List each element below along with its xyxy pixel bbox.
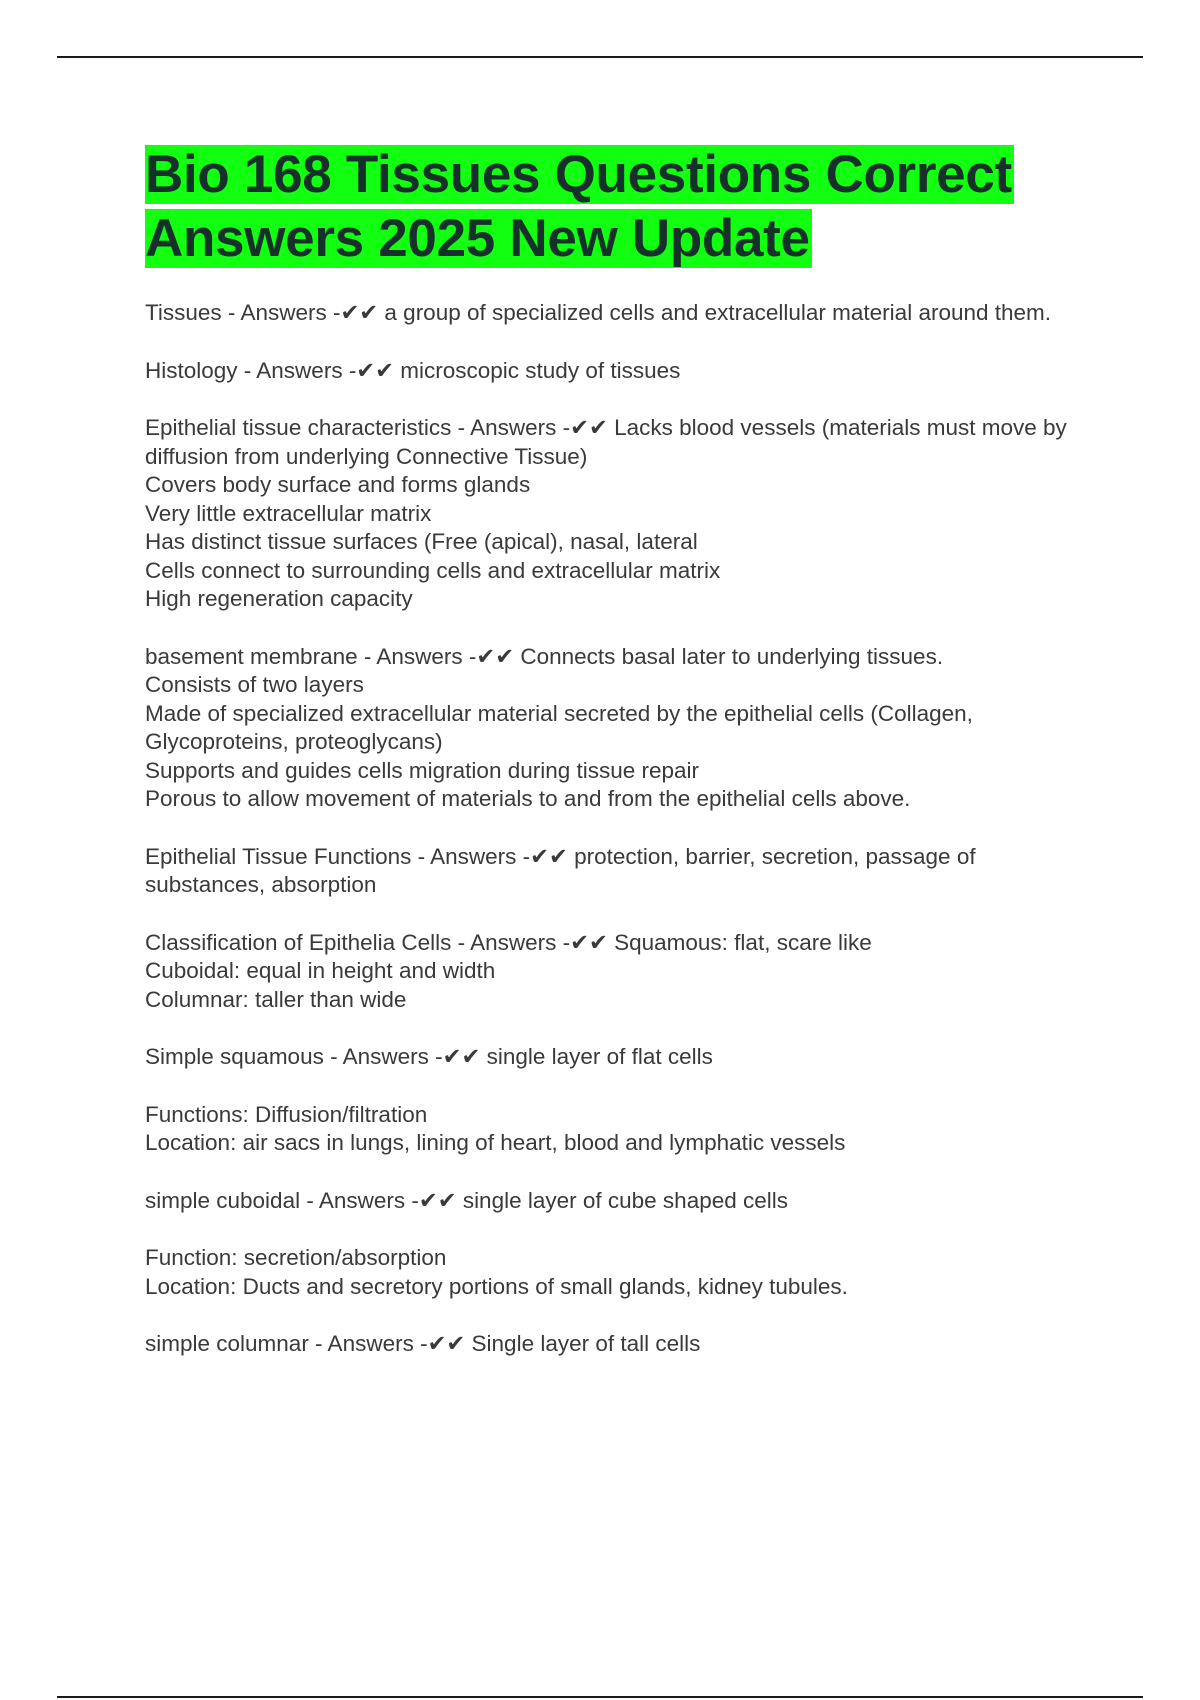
entry-histology [145, 357, 1090, 386]
entry-line: Cuboidal: equal in height and width [145, 958, 496, 983]
entry-simple-cuboidal [145, 1187, 1090, 1216]
top-rule [57, 56, 1143, 58]
entry-simple-columnar [145, 1330, 1090, 1359]
entry-line: Classification of Epithelia Cells - Answers -✔✔ Squamous: flat, scare like [145, 929, 872, 955]
entry-line: Function: secretion/absorption [145, 1245, 447, 1270]
entry-line: simple columnar - Answers -✔✔ Single layer of tall cells [145, 1331, 701, 1356]
entry-line: Location: air sacs in lungs, lining of heart, blood and lymphatic vessels [145, 1130, 846, 1155]
entry-line: Porous to allow movement of materials to and from the epithelial cells above. [145, 786, 911, 811]
page-title [145, 143, 1090, 271]
entry-line: Has distinct tissue surfaces (Free (apical), nasal, lateral [145, 529, 698, 554]
entry-line: Very little extracellular matrix [145, 500, 432, 526]
entry-epithelial-characteristics [145, 414, 1090, 614]
entry-tissues [145, 299, 1090, 328]
entry-line: Histology - Answers -✔✔ microscopic study of tissues [145, 357, 681, 383]
entries-list [145, 299, 1090, 1359]
document-body [145, 143, 1090, 1388]
entry-line: Cells connect to surrounding cells and extracellular matrix [145, 557, 721, 583]
entry-line: Tissues - Answers -✔✔ a group of specialized cells and extracellular material around them. [145, 300, 1052, 325]
entry-line: Supports and guides cells migration during tissue repair [145, 757, 700, 783]
entry-line: Location: Ducts and secretory portions of small glands, kidney tubules. [145, 1273, 848, 1299]
entry-line: High regeneration capacity [145, 586, 413, 611]
entry-classification [145, 929, 1090, 1015]
entry-cuboidal-details [145, 1244, 1090, 1301]
bottom-rule [57, 1696, 1143, 1698]
entry-line: basement membrane - Answers -✔✔ Connects basal later to underlying tissues. [145, 643, 944, 669]
entry-line: Functions: Diffusion/filtration [145, 1101, 428, 1127]
title-highlight: Bio 168 Tissues Questions Correct Answers 2025 New Update [145, 145, 1012, 268]
entry-line: simple cuboidal - Answers -✔✔ single layer of cube shaped cells [145, 1187, 789, 1213]
entry-line: Epithelial tissue characteristics - Answers -✔✔ Lacks blood vessels (materials must move by diffusion from underlying Connective Tissue) [145, 415, 1074, 469]
entry-line: Made of specialized extracellular material secreted by the epithelial cells (Collagen, Glycoproteins, proteoglycans) [145, 700, 980, 754]
entry-epithelial-functions [145, 843, 1090, 900]
entry-simple-squamous [145, 1043, 1090, 1072]
entry-line: Consists of two layers [145, 672, 364, 697]
entry-line: Simple squamous - Answers -✔✔ single layer of flat cells [145, 1044, 713, 1069]
entry-basement-membrane [145, 643, 1090, 814]
entry-line: Covers body surface and forms glands [145, 472, 531, 497]
entry-squamous-details [145, 1101, 1090, 1158]
entry-line: Epithelial Tissue Functions - Answers -✔✔ protection, barrier, secretion, passage of substances, absorption [145, 843, 982, 897]
entry-line: Columnar: taller than wide [145, 986, 407, 1012]
